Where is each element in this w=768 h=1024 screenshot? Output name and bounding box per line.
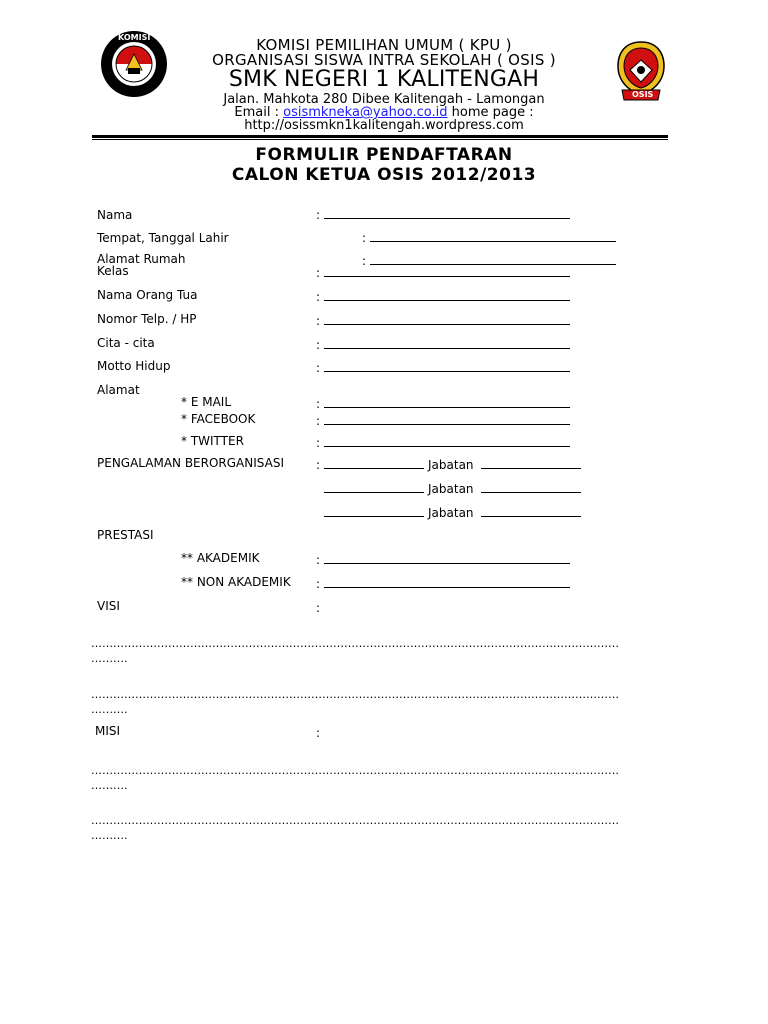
misi-dots-1b: ………. — [91, 779, 128, 792]
header-address: Jalan. Mahkota 280 Dibee Kalitengah - Lamongan — [223, 92, 545, 107]
colon: : — [316, 458, 321, 472]
colon: : — [362, 254, 367, 268]
label-jabatan-2: Jabatan — [428, 482, 474, 496]
label-jabatan-3: Jabatan — [428, 506, 474, 520]
label-jabatan-1: Jabatan — [428, 458, 474, 472]
kpu-logo-top-text: KOMISI — [118, 33, 151, 42]
label-orang-tua: Nama Orang Tua — [97, 288, 198, 302]
label-akademik: ** AKADEMIK — [181, 551, 260, 565]
input-organisasi-2[interactable] — [324, 492, 424, 493]
input-kelas[interactable] — [324, 276, 570, 277]
input-cita[interactable] — [324, 348, 570, 349]
colon: : — [316, 601, 321, 615]
email-prefix: Email : — [234, 105, 284, 120]
osis-logo-badge-text: OSIS — [632, 90, 654, 99]
input-jabatan-3[interactable] — [481, 516, 581, 517]
input-ttl[interactable] — [370, 241, 616, 242]
input-telp[interactable] — [324, 324, 570, 325]
input-facebook[interactable] — [324, 424, 570, 425]
input-email[interactable] — [324, 407, 570, 408]
header-osis: ORGANISASI SISWA INTRA SEKOLAH ( OSIS ) — [212, 51, 556, 69]
input-twitter[interactable] — [324, 446, 570, 447]
input-non-akademik[interactable] — [324, 587, 570, 588]
input-organisasi-1[interactable] — [324, 468, 424, 469]
misi-dots-2b: ………. — [91, 829, 128, 842]
label-email: * E MAIL — [181, 395, 231, 409]
header-rule-thick — [92, 135, 668, 138]
label-alamat: Alamat — [97, 383, 140, 397]
header-school: SMK NEGERI 1 KALITENGAH — [228, 67, 540, 92]
visi-dots-1b: ………. — [91, 652, 128, 665]
colon: : — [316, 577, 321, 591]
label-organisasi: PENGALAMAN BERORGANISASI — [97, 456, 284, 470]
label-nama: Nama — [97, 208, 133, 222]
input-jabatan-1[interactable] — [481, 468, 581, 469]
visi-dots-1[interactable]: ……………………………………………………………………………………………………………………………… — [91, 637, 619, 650]
misi-dots-2[interactable]: ……………………………………………………………………………………………………………………………… — [91, 814, 619, 827]
colon: : — [316, 436, 321, 450]
form-title-line1: FORMULIR PENDAFTARAN — [255, 145, 513, 165]
colon: : — [316, 553, 321, 567]
colon: : — [316, 726, 321, 740]
label-kelas: Kelas — [97, 264, 129, 278]
label-alamat-rumah: Alamat Rumah — [97, 252, 186, 266]
label-ttl: Tempat, Tanggal Lahir — [97, 231, 229, 245]
form-title-line2: CALON KETUA OSIS 2012/2013 — [231, 165, 537, 185]
input-organisasi-3[interactable] — [324, 516, 424, 517]
label-motto: Motto Hidup — [97, 359, 171, 373]
input-nama[interactable] — [324, 218, 570, 219]
input-jabatan-2[interactable] — [481, 492, 581, 493]
input-motto[interactable] — [324, 371, 570, 372]
label-misi: MISI — [95, 724, 121, 738]
colon: : — [316, 338, 321, 352]
colon: : — [316, 414, 321, 428]
misi-dots-1[interactable]: ……………………………………………………………………………………………………………………………… — [91, 764, 619, 777]
input-alamat-rumah[interactable] — [370, 264, 616, 265]
colon: : — [316, 290, 321, 304]
visi-dots-2[interactable]: ……………………………………………………………………………………………………………………………… — [91, 688, 619, 701]
header-kpu: KOMISI PEMILIHAN UMUM ( KPU ) — [256, 36, 512, 54]
label-facebook: * FACEBOOK — [181, 412, 256, 426]
label-visi: VISI — [97, 599, 120, 613]
visi-dots-2b: ………. — [91, 703, 128, 716]
colon: : — [316, 397, 321, 411]
email-link[interactable]: osismkneka@yahoo.co.id — [283, 105, 448, 120]
colon: : — [362, 231, 367, 245]
input-orang-tua[interactable] — [324, 300, 570, 301]
header-homepage[interactable]: http://osissmkn1kalitengah.wordpress.com — [244, 118, 524, 133]
colon: : — [316, 208, 321, 222]
header-rule-thin — [92, 139, 668, 140]
label-cita: Cita - cita — [97, 336, 155, 350]
label-telp: Nomor Telp. / HP — [97, 312, 197, 326]
homepage-label: home page : — [447, 105, 534, 120]
colon: : — [316, 266, 321, 280]
colon: : — [316, 361, 321, 375]
input-akademik[interactable] — [324, 563, 570, 564]
colon: : — [316, 314, 321, 328]
label-prestasi: PRESTASI — [97, 528, 154, 542]
label-non-akademik: ** NON AKADEMIK — [181, 575, 291, 589]
label-twitter: * TWITTER — [181, 434, 244, 448]
